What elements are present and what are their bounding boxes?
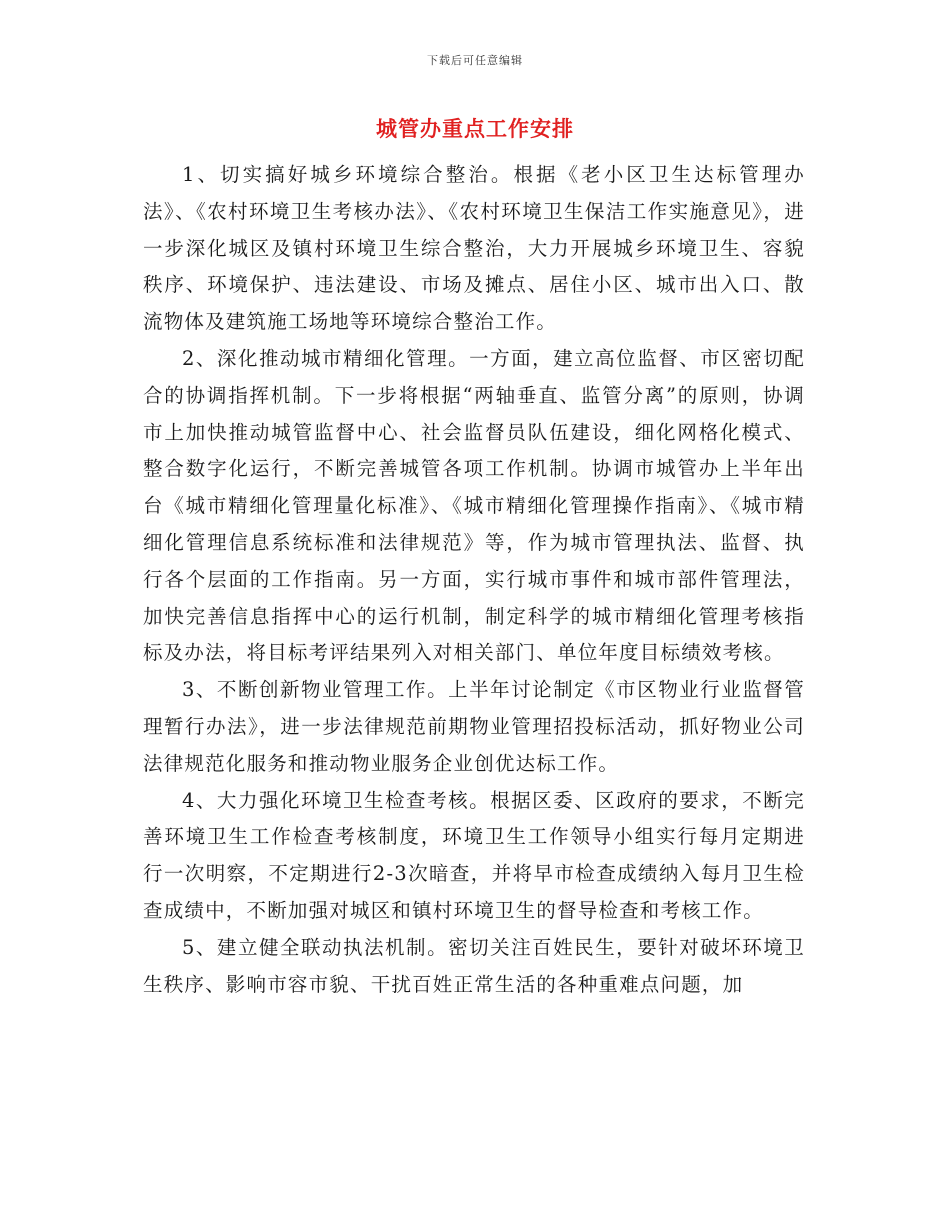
document-title: 城管办重点工作安排 [376, 117, 574, 141]
paragraph-3: 3、不断创新物业管理工作。上半年讨论制定《市区物业行业监督管理暂行办法》，进一步法律规范前期物业管理招投标活动，抓好物业公司法律规范化服务和推动物业服务企业创优达标工作。 [143, 678, 805, 775]
paragraph-5: 5、建立健全联动执法机制。密切关注百姓民生，要针对破坏环境卫生秩序、影响市容市貌、干扰百姓正常生活的各种重难点问题，加 [143, 935, 805, 996]
page-header: 下载后可任意编辑 [427, 54, 523, 67]
paragraph-2: 2、深化推动城市精细化管理。一方面，建立高位监督、市区密切配合的协调指挥机制。下一步将根据“两轴垂直、监管分离”的原则，协调市上加快推动城管监督中心、社会监督员队伍建设，细化网格化模式、整合数字化运行，不断完善城管各项工作机制。协调市城管办上半年出台《城市精细化管理量化标准》、《城市精细化管理操作指南》、《城市精细化管理信息系统标准和法律规范》等，作为城市管理执法、监督、执行各个层面的工作指南。另一方面，实行城市事件和城市部件管理法，加快完善信息指挥中心的运行机制，制定科学的城市精细化管理考核指标及办法，将目标考评结果列入对相关部门、单位年度目标绩效考核。 [143, 346, 805, 665]
document-body [143, 157, 805, 1003]
paragraph-4: 4、大力强化环境卫生检查考核。根据区委、区政府的要求，不断完善环境卫生工作检查考核制度，环境卫生工作领导小组实行每月定期进行一次明察，不定期进行2-3次暗查，并将早市检查成绩纳入每月卫生检查成绩中，不断加强对城区和镇村环境卫生的督导检查和考核工作。 [143, 788, 805, 922]
paragraph-1: 1、切实搞好城乡环境综合整治。根据《老小区卫生达标管理办法》、《农村环境卫生考核办法》、《农村环境卫生保洁工作实施意见》，进一步深化城区及镇村环境卫生综合整治，大力开展城乡环境卫生、容貌秩序、环境保护、违法建设、市场及摊点、居住小区、城市出入口、散流物体及建筑施工场地等环境综合整治工作。 [143, 163, 805, 334]
